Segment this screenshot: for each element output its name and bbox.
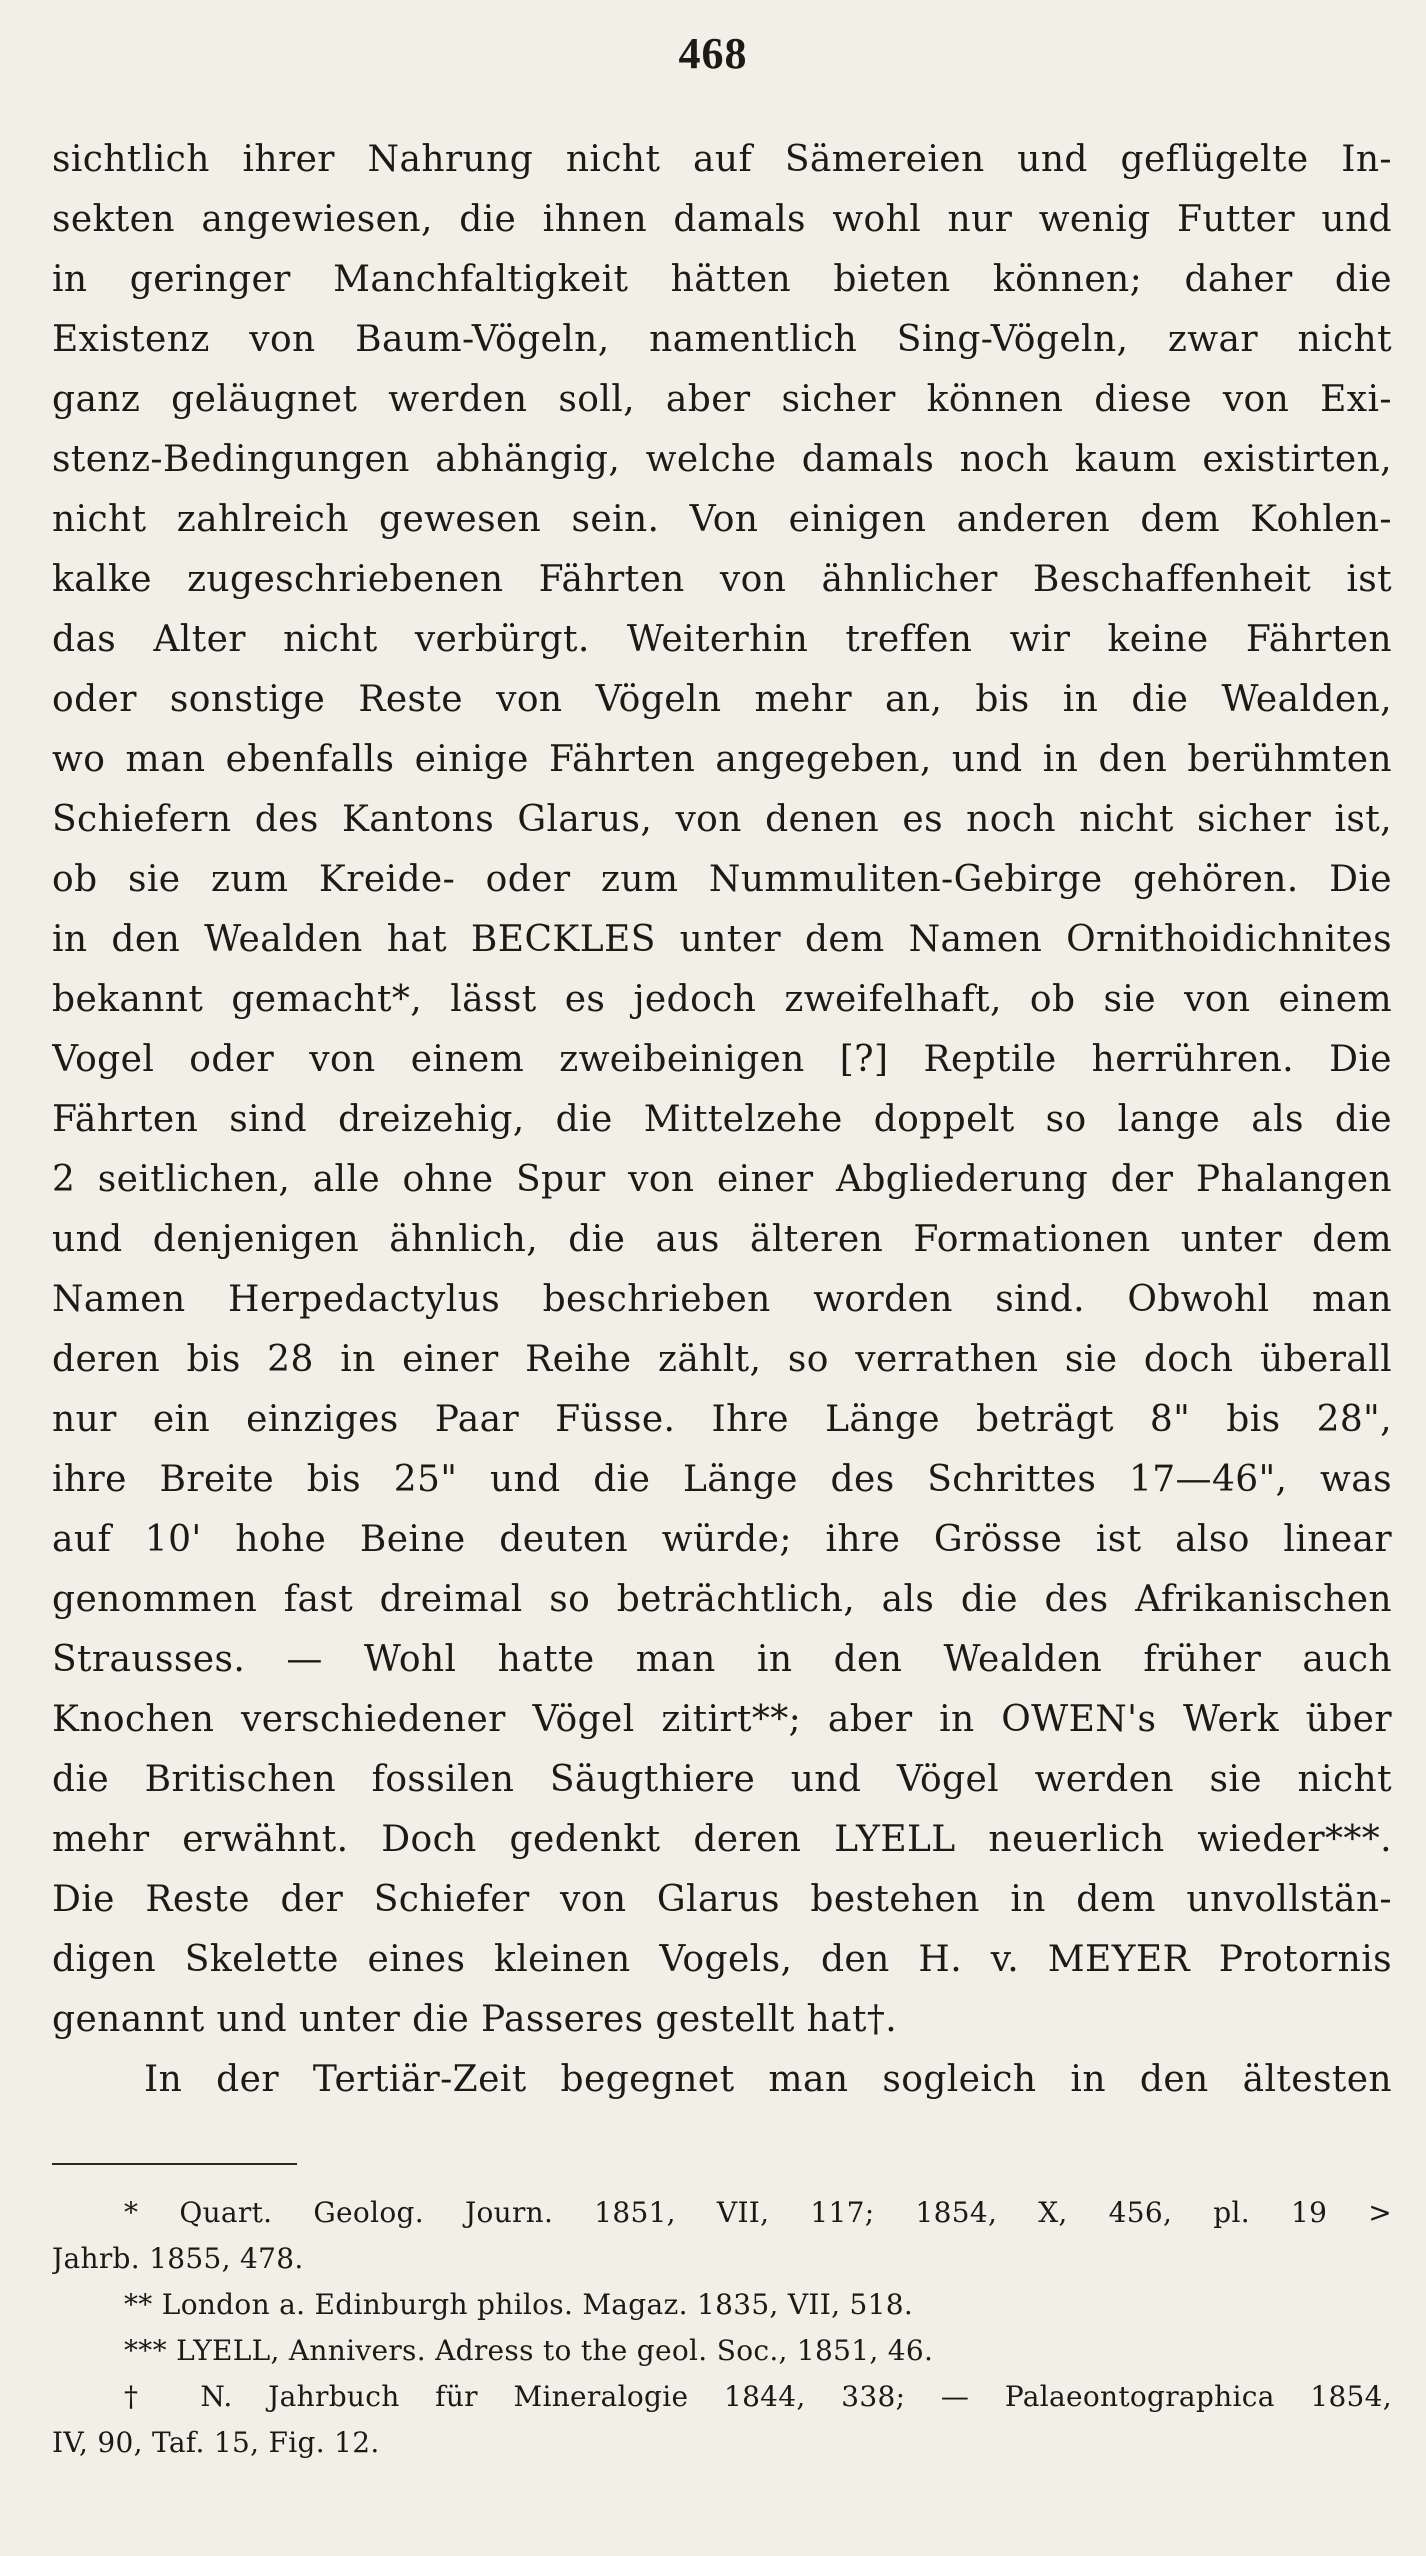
footnote-line: ** London a. Edinburgh philos. Magaz. 1835, VII, 518. bbox=[124, 2288, 914, 2321]
text-line: genommen fast dreimal so beträchtlich, als die des Afrikanischen bbox=[52, 1579, 1392, 1620]
footnote-line: IV, 90, Taf. 15, Fig. 12. bbox=[52, 2426, 380, 2459]
text-line: mehr erwähnt. Doch gedenkt deren LYELL neuerlich wieder***. bbox=[52, 1819, 1392, 1860]
text-line: stenz-Bedingungen abhängig, welche damals noch kaum existirten, bbox=[52, 439, 1392, 480]
text-line: Vogel oder von einem zweibeinigen [?] Reptile herrühren. Die bbox=[52, 1039, 1392, 1080]
footnote-line: † N. Jahrbuch für Mineralogie 1844, 338; — Palaeontographica 1854, bbox=[124, 2380, 1392, 2413]
footnote-divider bbox=[52, 2163, 297, 2165]
text-line: die Britischen fossilen Säugthiere und Vögel werden sie nicht bbox=[52, 1759, 1392, 1800]
page-number: 468 bbox=[678, 29, 748, 78]
footnote-line: * Quart. Geolog. Journ. 1851, VII, 117; 1854, X, 456, pl. 19 > bbox=[124, 2196, 1392, 2229]
text-line: Knochen verschiedener Vögel zitirt**; aber in OWEN's Werk über bbox=[52, 1699, 1392, 1740]
text-line: Strausses. — Wohl hatte man in den Wealden früher auch bbox=[52, 1639, 1392, 1680]
text-line: bekannt gemacht*, lässt es jedoch zweifelhaft, ob sie von einem bbox=[52, 979, 1392, 1020]
text-line: In der Tertiär-Zeit begegnet man sogleich in den ältesten bbox=[144, 2059, 1392, 2100]
text-line: ganz geläugnet werden soll, aber sicher können diese von Exi- bbox=[52, 379, 1392, 420]
text-line: 2 seitlichen, alle ohne Spur von einer Abgliederung der Phalangen bbox=[52, 1159, 1392, 1200]
text-line: Namen Herpedactylus beschrieben worden sind. Obwohl man bbox=[52, 1279, 1392, 1320]
text-line: wo man ebenfalls einige Fährten angegeben, und in den berühmten bbox=[52, 739, 1392, 780]
text-line: sichtlich ihrer Nahrung nicht auf Sämereien und geflügelte In- bbox=[52, 139, 1392, 180]
text-line: das Alter nicht verbürgt. Weiterhin treffen wir keine Fährten bbox=[52, 619, 1392, 660]
footnote-line: Jahrb. 1855, 478. bbox=[52, 2242, 304, 2275]
text-line: digen Skelette eines kleinen Vogels, den H. v. MEYER Protornis bbox=[52, 1939, 1392, 1980]
text-line: oder sonstige Reste von Vögeln mehr an, bis in die Wealden, bbox=[52, 679, 1392, 720]
text-line: nur ein einziges Paar Füsse. Ihre Länge beträgt 8" bis 28", bbox=[52, 1399, 1392, 1440]
text-line: ihre Breite bis 25" und die Länge des Schrittes 17—46", was bbox=[52, 1459, 1392, 1500]
footnotes bbox=[52, 2190, 1392, 2466]
text-line: deren bis 28 in einer Reihe zählt, so verrathen sie doch überall bbox=[52, 1339, 1392, 1380]
text-line: nicht zahlreich gewesen sein. Von einigen anderen dem Kohlen- bbox=[52, 499, 1392, 540]
text-line: sekten angewiesen, die ihnen damals wohl nur wenig Futter und bbox=[52, 199, 1392, 240]
main-text bbox=[52, 130, 1392, 2110]
text-line: genannt und unter die Passeres gestellt hat†. bbox=[52, 1999, 898, 2040]
text-line: Fährten sind dreizehig, die Mittelzehe doppelt so lange als die bbox=[52, 1099, 1392, 1140]
text-line: Existenz von Baum-Vögeln, namentlich Sing-Vögeln, zwar nicht bbox=[52, 319, 1392, 360]
text-line: in geringer Manchfaltigkeit hätten bieten können; daher die bbox=[52, 259, 1392, 300]
text-line: Schiefern des Kantons Glarus, von denen es noch nicht sicher ist, bbox=[52, 799, 1392, 840]
footnote-line: *** LYELL, Annivers. Adress to the geol. Soc., 1851, 46. bbox=[124, 2334, 934, 2367]
text-line: ob sie zum Kreide- oder zum Nummuliten-Gebirge gehören. Die bbox=[52, 859, 1392, 900]
text-line: und denjenigen ähnlich, die aus älteren Formationen unter dem bbox=[52, 1219, 1392, 1260]
text-line: in den Wealden hat BECKLES unter dem Namen Ornithoidichnites bbox=[52, 919, 1392, 960]
text-line: auf 10' hohe Beine deuten würde; ihre Grösse ist also linear bbox=[52, 1519, 1392, 1560]
text-line: kalke zugeschriebenen Fährten von ähnlicher Beschaffenheit ist bbox=[52, 559, 1392, 600]
text-line: Die Reste der Schiefer von Glarus bestehen in dem unvollstän- bbox=[52, 1879, 1392, 1920]
